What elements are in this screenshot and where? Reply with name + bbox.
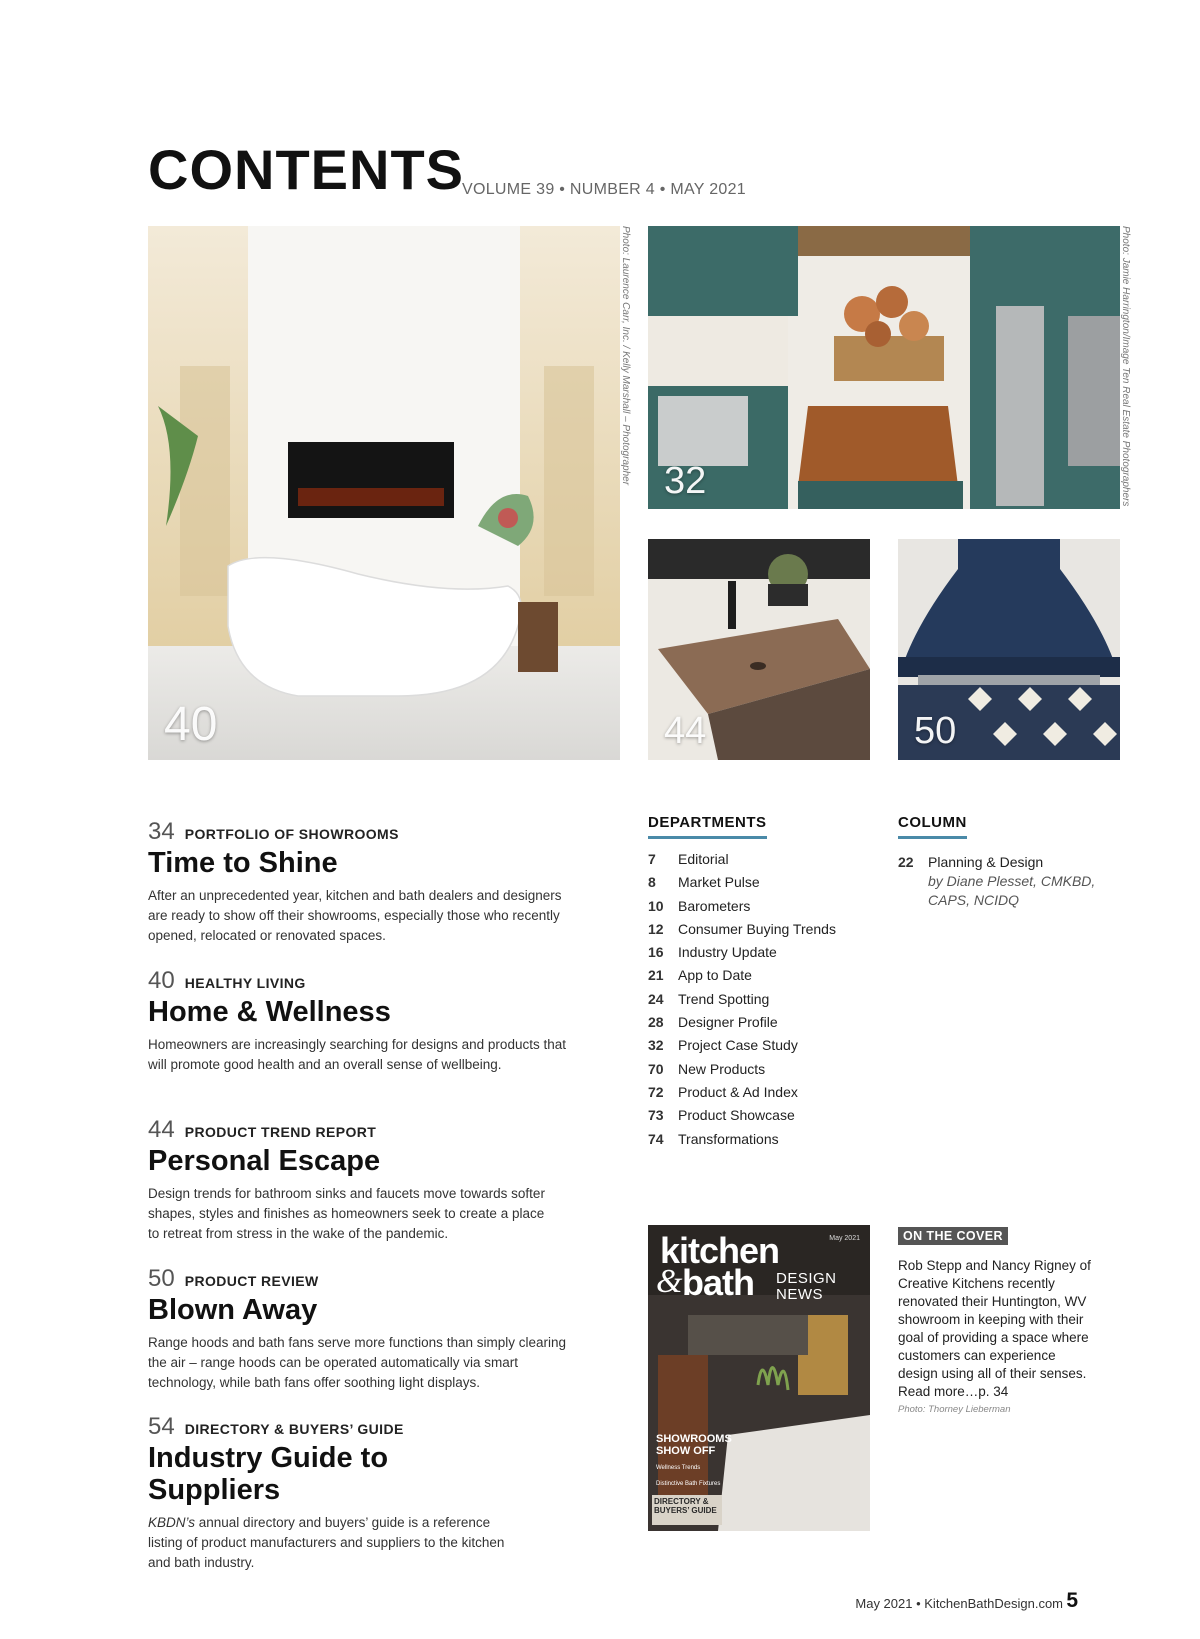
- feature-page: 50: [148, 1265, 175, 1292]
- feature-item[interactable]: [148, 1413, 518, 1573]
- feature-kicker: PRODUCT REVIEW: [184, 1273, 319, 1289]
- feature-kicker: DIRECTORY & BUYERS’ GUIDE: [184, 1421, 404, 1437]
- publication-name: KBDN’s: [148, 1514, 196, 1530]
- feature-description: After an unprecedented year, kitchen and bath dealers and designers are ready to show off their showrooms, especially those who recently opened, relocated or renovated spaces.: [148, 887, 562, 943]
- page-number: 5: [1066, 1589, 1078, 1612]
- feature-item[interactable]: [148, 1116, 548, 1244]
- on-the-cover-badge: ON THE COVER: [898, 1227, 1008, 1245]
- cover-masthead-bath: bath: [682, 1262, 754, 1303]
- cover-photo-credit: Photo: Thorney Lieberman: [898, 1404, 1011, 1415]
- feature-page: 44: [148, 1116, 175, 1143]
- bathroom-photo[interactable]: [148, 226, 620, 760]
- column-section: [898, 814, 1128, 910]
- page-title: CONTENTS: [148, 138, 464, 201]
- photo-credit: Photo: Laurence Carr, Inc. / Kelly Marshall – Photographer: [620, 226, 631, 486]
- departments-list: [648, 851, 858, 1154]
- department-item[interactable]: 74 Transformations: [648, 1130, 779, 1147]
- feature-title: Home & Wellness: [148, 996, 391, 1028]
- department-item[interactable]: 12 Consumer Buying Trends: [648, 920, 836, 937]
- column-page: 22: [898, 854, 914, 870]
- cover-line-fixtures: Distinctive Bath Fixtures: [656, 1481, 721, 1487]
- department-item[interactable]: 10 Barometers: [648, 897, 751, 914]
- column-item[interactable]: [898, 853, 1128, 910]
- department-item[interactable]: 24 Trend Spotting: [648, 990, 770, 1007]
- on-the-cover-section: [898, 1227, 1098, 1415]
- department-item[interactable]: 8 Market Pulse: [648, 874, 760, 891]
- photo-credit: Photo: Jamie Harrington/Image Ten Real Estate Photographers: [1120, 226, 1131, 507]
- issue-info: VOLUME 39 • NUMBER 4 • MAY 2021: [462, 181, 747, 198]
- feature-item[interactable]: [148, 1265, 578, 1393]
- feature-description: KBDN’s annual directory and buyers’ guide is a reference listing of product manufacturers and suppliers to the kitchen and bath industry.: [148, 1514, 505, 1570]
- feature-kicker: HEALTHY LIVING: [184, 975, 306, 991]
- department-item[interactable]: 21 App to Date: [648, 967, 752, 984]
- bathroom-illustration: [148, 226, 620, 760]
- feature-item[interactable]: [148, 967, 578, 1075]
- department-item[interactable]: 28 Designer Profile: [648, 1014, 778, 1031]
- feature-kicker: PORTFOLIO OF SHOWROOMS: [184, 826, 399, 842]
- range-hood-photo[interactable]: [898, 539, 1120, 760]
- magazine-cover[interactable]: [648, 1225, 870, 1531]
- departments-heading: DEPARTMENTS: [648, 814, 767, 839]
- department-item[interactable]: 16 Industry Update: [648, 944, 777, 961]
- feature-title: Blown Away: [148, 1294, 318, 1326]
- cover-masthead-design: DESIGN: [776, 1270, 837, 1287]
- column-byline-cont: CAPS, NCIDQ: [928, 892, 1020, 908]
- kitchen-illustration: [648, 226, 1120, 509]
- photo-page-number: 50: [914, 710, 957, 752]
- footer-text: May 2021 • KitchenBathDesign.com: [855, 1596, 1063, 1611]
- cover-masthead-news: NEWS: [776, 1286, 823, 1303]
- cover-masthead-amp: &: [656, 1263, 683, 1300]
- feature-page: 34: [148, 818, 175, 845]
- department-item[interactable]: 70 New Products: [648, 1060, 766, 1077]
- feature-title: Personal Escape: [148, 1145, 381, 1177]
- feature-kicker: PRODUCT TREND REPORT: [184, 1124, 377, 1140]
- feature-title: Industry Guide to Suppliers: [148, 1442, 389, 1506]
- cover-guide-label: DIRECTORY & BUYERS’ GUIDE: [654, 1497, 717, 1515]
- column-heading: COLUMN: [898, 814, 967, 839]
- cover-description: Rob Stepp and Nancy Rigney of Creative Kitchens recently renovated their Huntington, WV showroom in keeping with their goal of providing a space where customers can experience design using all of their senses. Read more…p. 34: [898, 1258, 1091, 1399]
- feature-description: Homeowners are increasingly searching for designs and products that will promote good health and an overall sense of wellbeing.: [148, 1036, 566, 1072]
- feature-page: 54: [148, 1413, 175, 1440]
- photo-page-number: 44: [664, 710, 707, 752]
- feature-page: 40: [148, 967, 175, 994]
- sink-photo[interactable]: [648, 539, 870, 760]
- column-title: Planning & Design: [928, 854, 1044, 870]
- photo-page-number: 40: [164, 698, 218, 751]
- cover-masthead-kitchen: kitchen: [660, 1230, 780, 1271]
- feature-description: Design trends for bathroom sinks and faucets move towards softer shapes, styles and finishes as homeowners seek to create a place to retreat from stress in the wake of the pandemic.: [148, 1185, 545, 1241]
- feature-item[interactable]: [148, 818, 578, 946]
- cover-tagline: SHOWROOMS SHOW OFF: [656, 1433, 732, 1457]
- department-item[interactable]: 72 Product & Ad Index: [648, 1083, 798, 1100]
- department-item[interactable]: 73 Product Showcase: [648, 1107, 795, 1124]
- kitchen-photo[interactable]: [648, 226, 1120, 509]
- departments-section: [648, 814, 858, 1154]
- feature-description: Range hoods and bath fans serve more functions than simply clearing the air – range hoods can be operated automatically via smart technology, while bath fans offer soothing light displays.: [148, 1334, 566, 1390]
- photo-page-number: 32: [664, 460, 707, 502]
- column-byline: by Diane Plesset, CMKBD,: [928, 873, 1096, 889]
- cover-date: May 2021: [829, 1235, 860, 1242]
- department-item[interactable]: 7 Editorial: [648, 851, 729, 867]
- feature-title: Time to Shine: [148, 847, 338, 879]
- cover-line-wellness: Wellness Trends: [656, 1465, 701, 1471]
- department-item[interactable]: 32 Project Case Study: [648, 1037, 798, 1054]
